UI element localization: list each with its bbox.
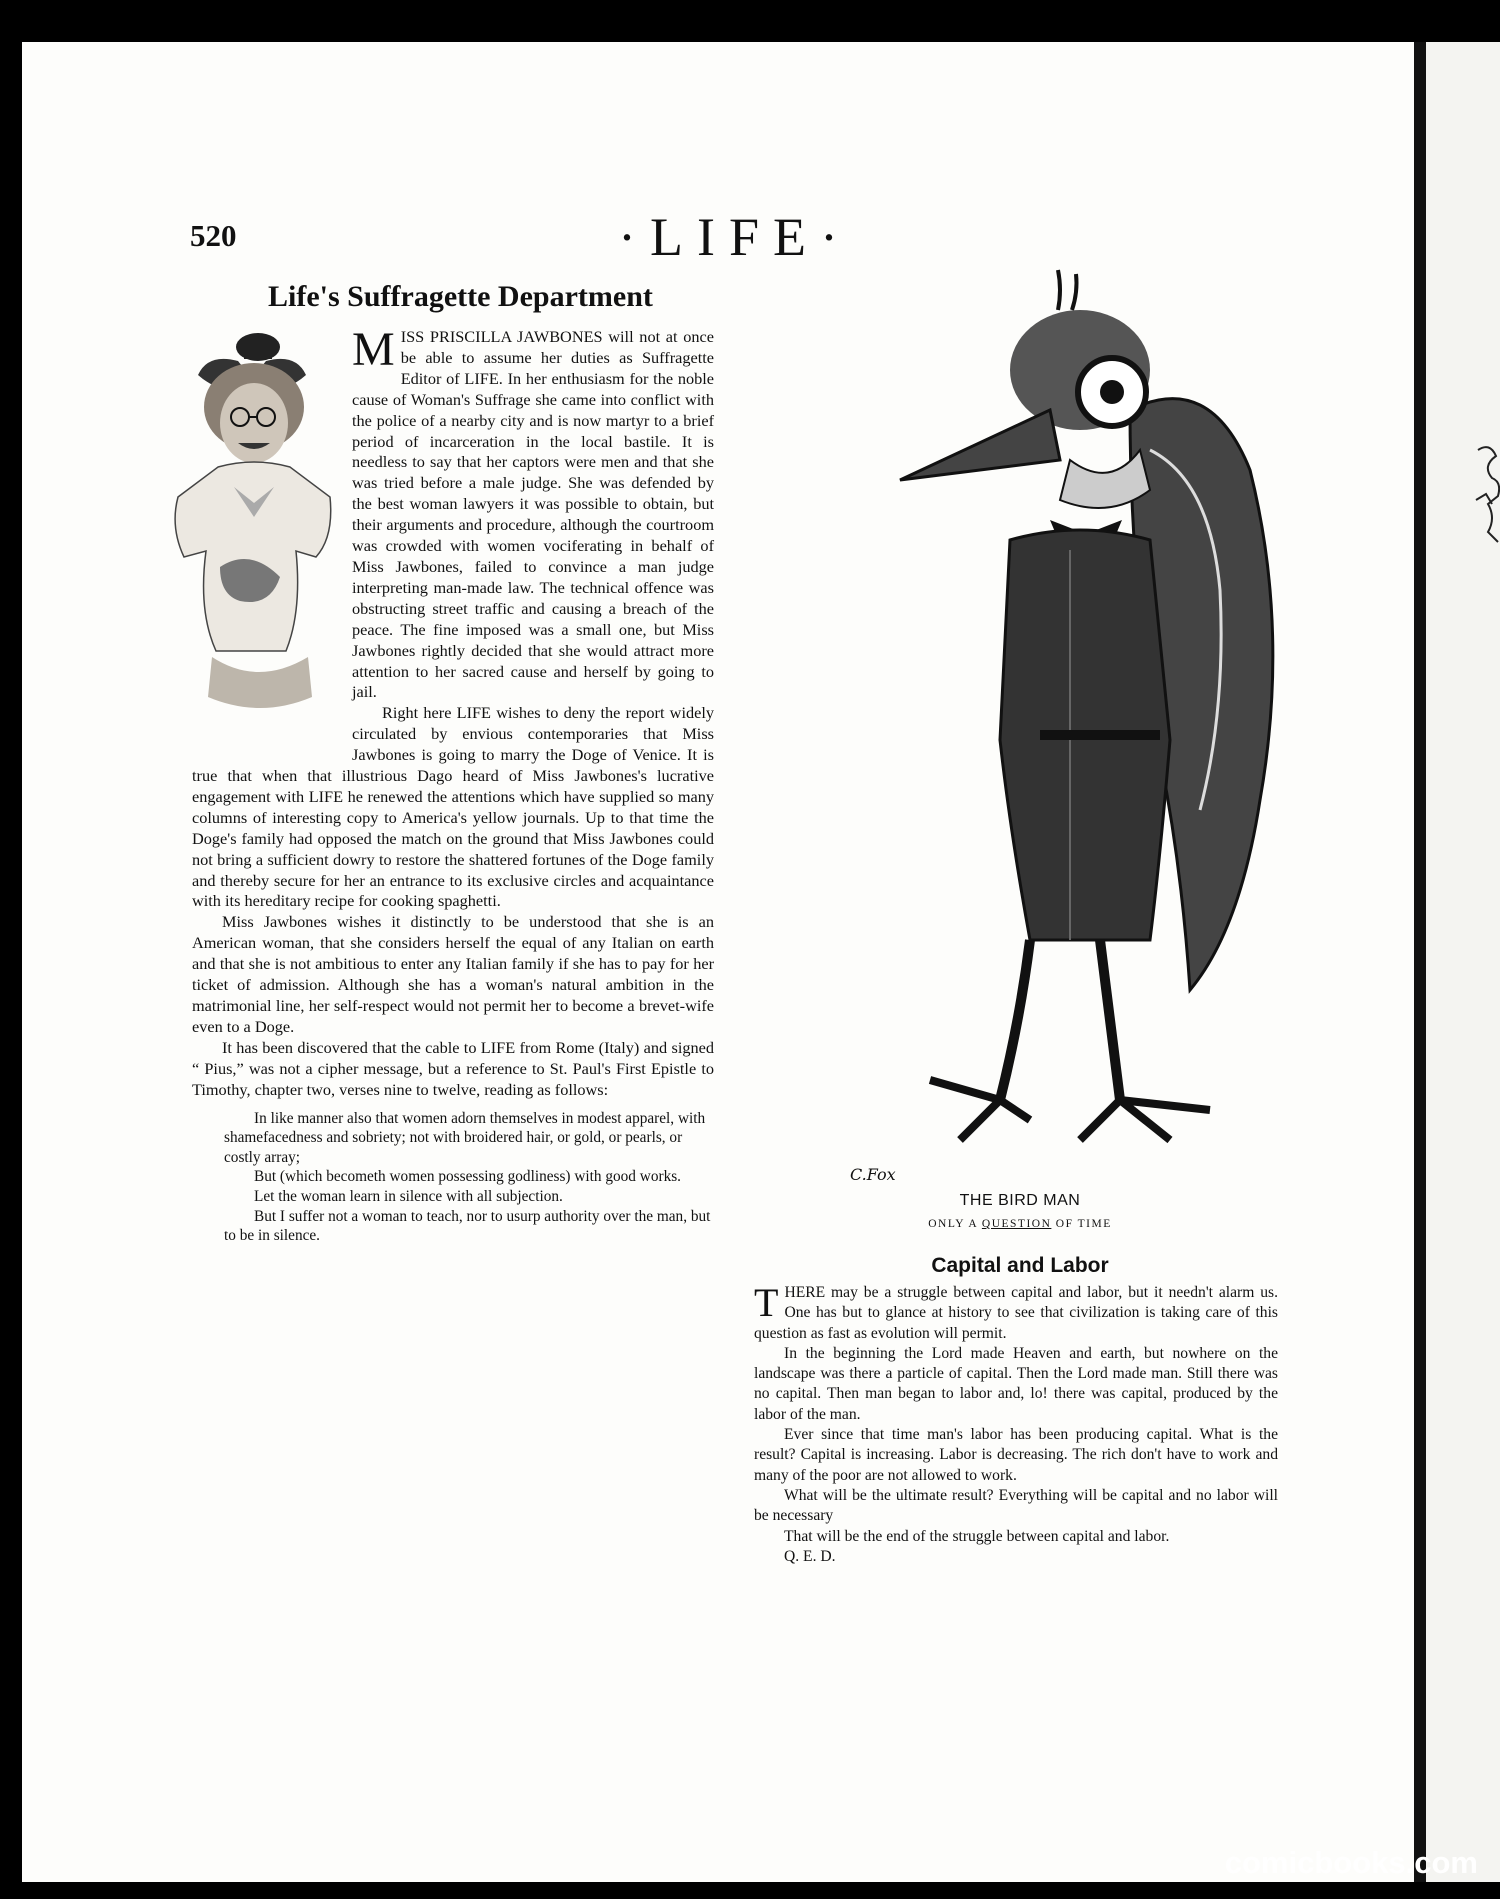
quote-line: Let the woman learn in silence with all subjection. (254, 1187, 563, 1205)
article-headline: Life's Suffragette Department (268, 280, 653, 313)
article-paragraph: Ever since that time man's labor has been producing capital. What is the result? Capital is increasing. Labor is decreasing. The rich don't have to work and many of the poor are not allowed to work. (754, 1426, 1278, 1484)
quote-line: In like manner also that women adorn themselves in modest apparel, with shamefacedness and sobriety; not with broidered hair, or gold, or pearls, or costly array; (224, 1109, 706, 1166)
adjacent-page-edge (1426, 42, 1500, 1882)
drop-cap: T (754, 1280, 779, 1325)
adjacent-page-sketch (1472, 440, 1500, 570)
article-paragraph: What will be the ultimate result? Everything will be capital and no labor will be necessary (754, 1486, 1278, 1525)
illustration-caption: THE BIRD MAN (959, 1192, 1081, 1209)
article-paragraph: It has been discovered that the cable to LIFE from Rome (Italy) and signed “ Pius,” was not a cipher message, but a reference to St. Paul's First Epistle to Timothy, chapter two, verses nine to twelve, reading as follows: (192, 1037, 714, 1099)
page-gutter (1414, 42, 1426, 1882)
source-watermark: comicbooks.com (1224, 1845, 1478, 1880)
article-paragraph: HERE may be a struggle between capital and labor, but it needn't alarm us. One has but to glance at history to see that civilization is taking care of this question as fast as evolution will permit. (754, 1284, 1278, 1342)
article-paragraph: Right here LIFE wishes to deny the report widely circulated by envious contemporaries that Miss Jawbones is going to marry the Doge of Venice. It is true that when that illustrious Dago heard of Miss Jawbones's lucrative engagement with LIFE he renewed the attentions which have supplied so many columns of interesting copy to America's yellow journals. Up to that time the Doge's family had opposed the match on the ground that Miss Jawbones could not bring a sufficient dowry to restore the shattered fortunes of the Doge family and thereby secure for her an entrance to its exclusive circles and acquaintance with its hereditary recipe for cooking spaghetti. (192, 703, 714, 911)
article-paragraph: ISS PRISCILLA JAWBONES will not at once be able to assume her duties as Suffragette Editor of LIFE. In her enthusiasm for the noble cause of Woman's Suffrage she came into conflict with the police of a nearby city and is now martyr to a brief period of incarceration in the local bastile. It is needless to say that her captors were men and that she was tried before a male judge. She was defended by the best woman lawyers it was possible to obtain, but their arguments and procedure, although the courtroom was crowded with women vociferating in behalf of Miss Jawbones, failed to convince a man judge interpreting man-made law. The technical offence was obstructing street traffic and causing a breach of the peace. The fine imposed was a small one, but Miss Jawbones rightly decided that she would attract more attention to her sacred cause and herself by going to jail. (352, 327, 714, 702)
scripture-quote (224, 1109, 714, 1246)
article-paragraph: That will be the end of the struggle between capital and labor. (784, 1527, 1170, 1545)
article-headline-capital-labor: Capital and Labor (931, 1254, 1109, 1277)
article-paragraph: Miss Jawbones wishes it distinctly to be understood that she is an American woman, that she considers herself the equal of any Italian on earth and that she is not ambitious to enter any Italian family if she has to pay for her ticket of admission. Although she has a woman's natural ambition in the matrimonial line, her self-respect would not permit her to become a brevet-wife even to a Doge. (192, 912, 714, 1036)
page-number: 520 (190, 218, 237, 253)
capital-labor-article (754, 1280, 1278, 1567)
portrait-illustration (158, 327, 338, 757)
bird-man-illustration (830, 260, 1350, 1180)
suffragette-article (192, 323, 714, 1246)
drop-cap: M (352, 323, 395, 376)
illustration-subcaption: ONLY A QUESTION OF TIME (928, 1218, 1112, 1230)
artist-signature: C.Fox (850, 1165, 896, 1180)
quote-line: But I suffer not a woman to teach, nor to usurp authority over the man, but to be in silence. (224, 1207, 711, 1245)
signoff: Q. E. D. (784, 1547, 836, 1565)
quote-line: But (which becometh women possessing godliness) with good works. (254, 1168, 681, 1186)
article-paragraph: In the beginning the Lord made Heaven and earth, but nowhere on the landscape was there a particle of capital. Then the Lord made man. Still there was no capital. Then man began to labor and, lo! there was capital, produced by the labor of the man. (754, 1344, 1278, 1423)
masthead: ·LIFE· (618, 207, 852, 267)
